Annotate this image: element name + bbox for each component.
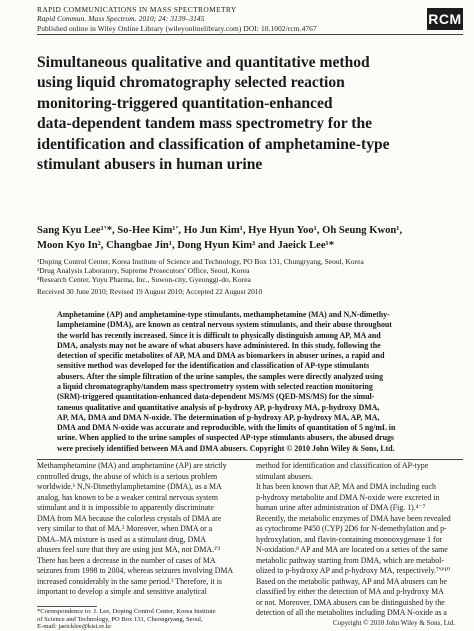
abstract-line: a liquid chromatography/tandem mass spectrometry system with selected reaction monitoring — [57, 381, 373, 391]
abstract-line: urine. When applied to the urine samples of suspected AP-type stimulants abusers, the abused drugs — [57, 433, 394, 443]
body-line: increased considerably in the same period.² Therefore, it is — [37, 576, 222, 586]
title-line: Simultaneous qualitative and quantitative method — [37, 54, 370, 71]
citation-line: Rapid Commun. Mass Spectrom. 2010; 24: 3139–3145 — [37, 14, 205, 24]
affiliations — [37, 257, 364, 285]
title-line: stimulant abusers in human urine — [37, 156, 263, 174]
abstract-line: taneous qualitative and quantitative analysis of p-hydroxy AP, p-hydroxy MA, p-hydroxy DMA, — [57, 402, 380, 412]
body-line: Methamphetamine (MA) and amphetamine (AP) are strictly — [37, 461, 227, 470]
abstract-line: were precisely identified between MA and DMA abusers. Copyright © 2010 John Wiley & Sons, Ltd. — [57, 443, 395, 453]
abstract-rule — [37, 459, 463, 460]
body-line: stimulant abusers. — [256, 471, 313, 481]
header-rule — [37, 34, 463, 35]
body-line: classified by either the detection of MA and p-hydroxy MA — [256, 587, 444, 596]
title-line: monitoring-triggered quantitation-enhanced — [37, 94, 333, 112]
footnote-rule — [37, 606, 97, 607]
author-line: Sang Kyu Lee¹'*, So-Hee Kim¹', Ho Jun Kim¹, Hye Hyun Yoo¹, Oh Seung Kwon¹, — [37, 225, 403, 236]
abstract-line: Amphetamine (AP) and amphetamine-type stimulants, methamphetamine (MA) and N,N-dimethy- — [57, 310, 390, 319]
body-line: controlled drugs, the abuse of which is a serious problem — [37, 471, 218, 481]
footnotes — [37, 608, 216, 631]
body-line: detection of all the metabolites including DMA N-oxide as a — [256, 608, 447, 617]
journal-name: RAPID COMMUNICATIONS IN MASS SPECTROMETRY — [37, 5, 237, 14]
article-title — [37, 53, 467, 175]
author-list — [37, 224, 467, 253]
body-line: Based on the metabolic pathway, AP and MA abusers can be — [256, 576, 447, 586]
affiliation: ¹Doping Control Center, Korea Institute of Science and Technology, PO Box 131, Chungryang, Seoul, Korea — [37, 257, 364, 266]
body-line: as cytochrome P450 (CYP) 2D6 for N-demethylation and p- — [256, 524, 447, 533]
affiliation: ²Drug Analysis Laboratory, Supreme Prosecutors' Office, Seoul, Korea — [37, 266, 250, 276]
body-line: human urine after administration of DMA (Fig. 1).⁴⁻⁷ — [256, 503, 426, 512]
abstract-line: detection of specific metabolites of AP, MA and DMA as biomarkers in abuser urines, a rapid and — [57, 351, 385, 361]
abstract-line: abusers. After the simple filtration of the urine samples, the samples were directly analyzed using — [57, 371, 384, 381]
rcm-logo: RCM — [427, 8, 463, 30]
title-line: identification and classification of amphetamine-type — [37, 135, 390, 153]
footnote-line: E-mail: jaeicklee@kist.re.kr — [37, 623, 112, 631]
abstract-line: the world has recently increased. Since it is difficult to physically distinguish among AP, MA and — [57, 330, 381, 340]
body-line: abusers feel sure that they are using just MA, not DMA.²'³ — [37, 545, 221, 554]
body-line: DMA–MA mixture is used as a stimulant drug, DMA — [37, 534, 206, 544]
doi-line: Published online in Wiley Online Library (wileyonlinelibrary.com) DOI: 10.1002/rcm.4767 — [37, 23, 317, 33]
title-line: using liquid chromatography selected reaction — [37, 74, 345, 92]
right-column — [256, 461, 451, 619]
footnote-line: of Science and Technology, PO Box 131, Cheongryang, Seoul, — [37, 615, 203, 623]
abstract — [57, 310, 467, 454]
body-line: method for identification and classification of AP-type — [256, 461, 429, 470]
body-line: p-hydroxy metabolite and DMA N-oxide were excreted in — [256, 492, 440, 502]
copyright-line: Copyright © 2010 John Wiley & Sons, Ltd. — [333, 619, 456, 627]
body-line: hydroxylation, and flavin-containing monooxygenase 1 for — [256, 534, 443, 544]
body-line: Recently, the metabolic enzymes of DMA have been revealed — [256, 513, 451, 523]
abstract-line: (SRM)-triggered quantitation-enhanced data-dependent MS/MS (QED-MS/MS) for the simul- — [57, 392, 375, 402]
abstract-line: lamphetamine (DMA), are known as central nervous system stimulants, and their abuse throughout — [57, 320, 392, 330]
abstract-line: AP, MA, DMA and DMA N-oxide. The determination of p-hydroxy AP, p-hydroxy MA, AP, MA, — [57, 412, 380, 422]
body-line: or not. Moreover, DMA abusers can be distinguished by the — [256, 597, 445, 607]
abstract-line: DMA and DMA N-oxide was accurate and reproducible, with the limits of quantitation of 5 ng/mL in — [57, 423, 396, 433]
affiliation: ³Research Center, Yuyu Pharma, Inc., Suwon-city, Gyeonggi-do, Korea — [37, 275, 251, 285]
body-line: worldwide.¹ N,N-Dimethylamphetamine (DMA), as a MA — [37, 482, 222, 491]
received-dates: Received 30 June 2010; Revised 19 August 2010; Accepted 22 August 2010 — [37, 287, 263, 296]
body-line: It has been known that AP, MA and DMA including each — [256, 482, 436, 491]
footnote-line: *Correspondence to: J. Lee, Doping Control Center, Korea Institute — [37, 608, 216, 615]
body-line: very similar to that of MA.² Moreover, when DMA or a — [37, 524, 213, 533]
author-line: Moon Kyo In², Changbae Jin¹, Dong Hyun Kim³ and Jaeick Lee¹* — [37, 239, 335, 251]
body-line: analog, has known to be a weaker central nervous system — [37, 492, 218, 502]
body-line: olized to p-hydroxy AP and p-hydroxy MA, respectively.⁷'⁹'¹⁰ — [256, 566, 450, 575]
journal-header — [37, 5, 317, 33]
body-line: metabolic pathway starting from DMA, which are metabol- — [256, 555, 445, 565]
title-line: data-dependent tandem mass spectrometry for the — [37, 115, 373, 133]
body-line: important to develop a simple and sensitive analytical — [37, 587, 207, 596]
abstract-line: sensitive method was developed for the identification and classification of AP-type stimulants — [57, 361, 370, 371]
left-column — [37, 461, 233, 598]
body-line: stimulant and it is impossible to apparently discriminate — [37, 503, 214, 512]
body-line: There has been a decrease in the number of cases of MA — [37, 555, 216, 565]
body-line: N-oxidation.⁸ AP and MA are located on a series of the same — [256, 545, 448, 554]
body-line: seizures from 1998 to 2004, whereas seizures involving DMA — [37, 566, 234, 575]
abstract-line: DMA, analysts may not be aware of what abusers have administered. In this study, following the — [57, 340, 381, 350]
body-line: DMA from MA because the colorless crystals of DMA are — [37, 513, 222, 523]
